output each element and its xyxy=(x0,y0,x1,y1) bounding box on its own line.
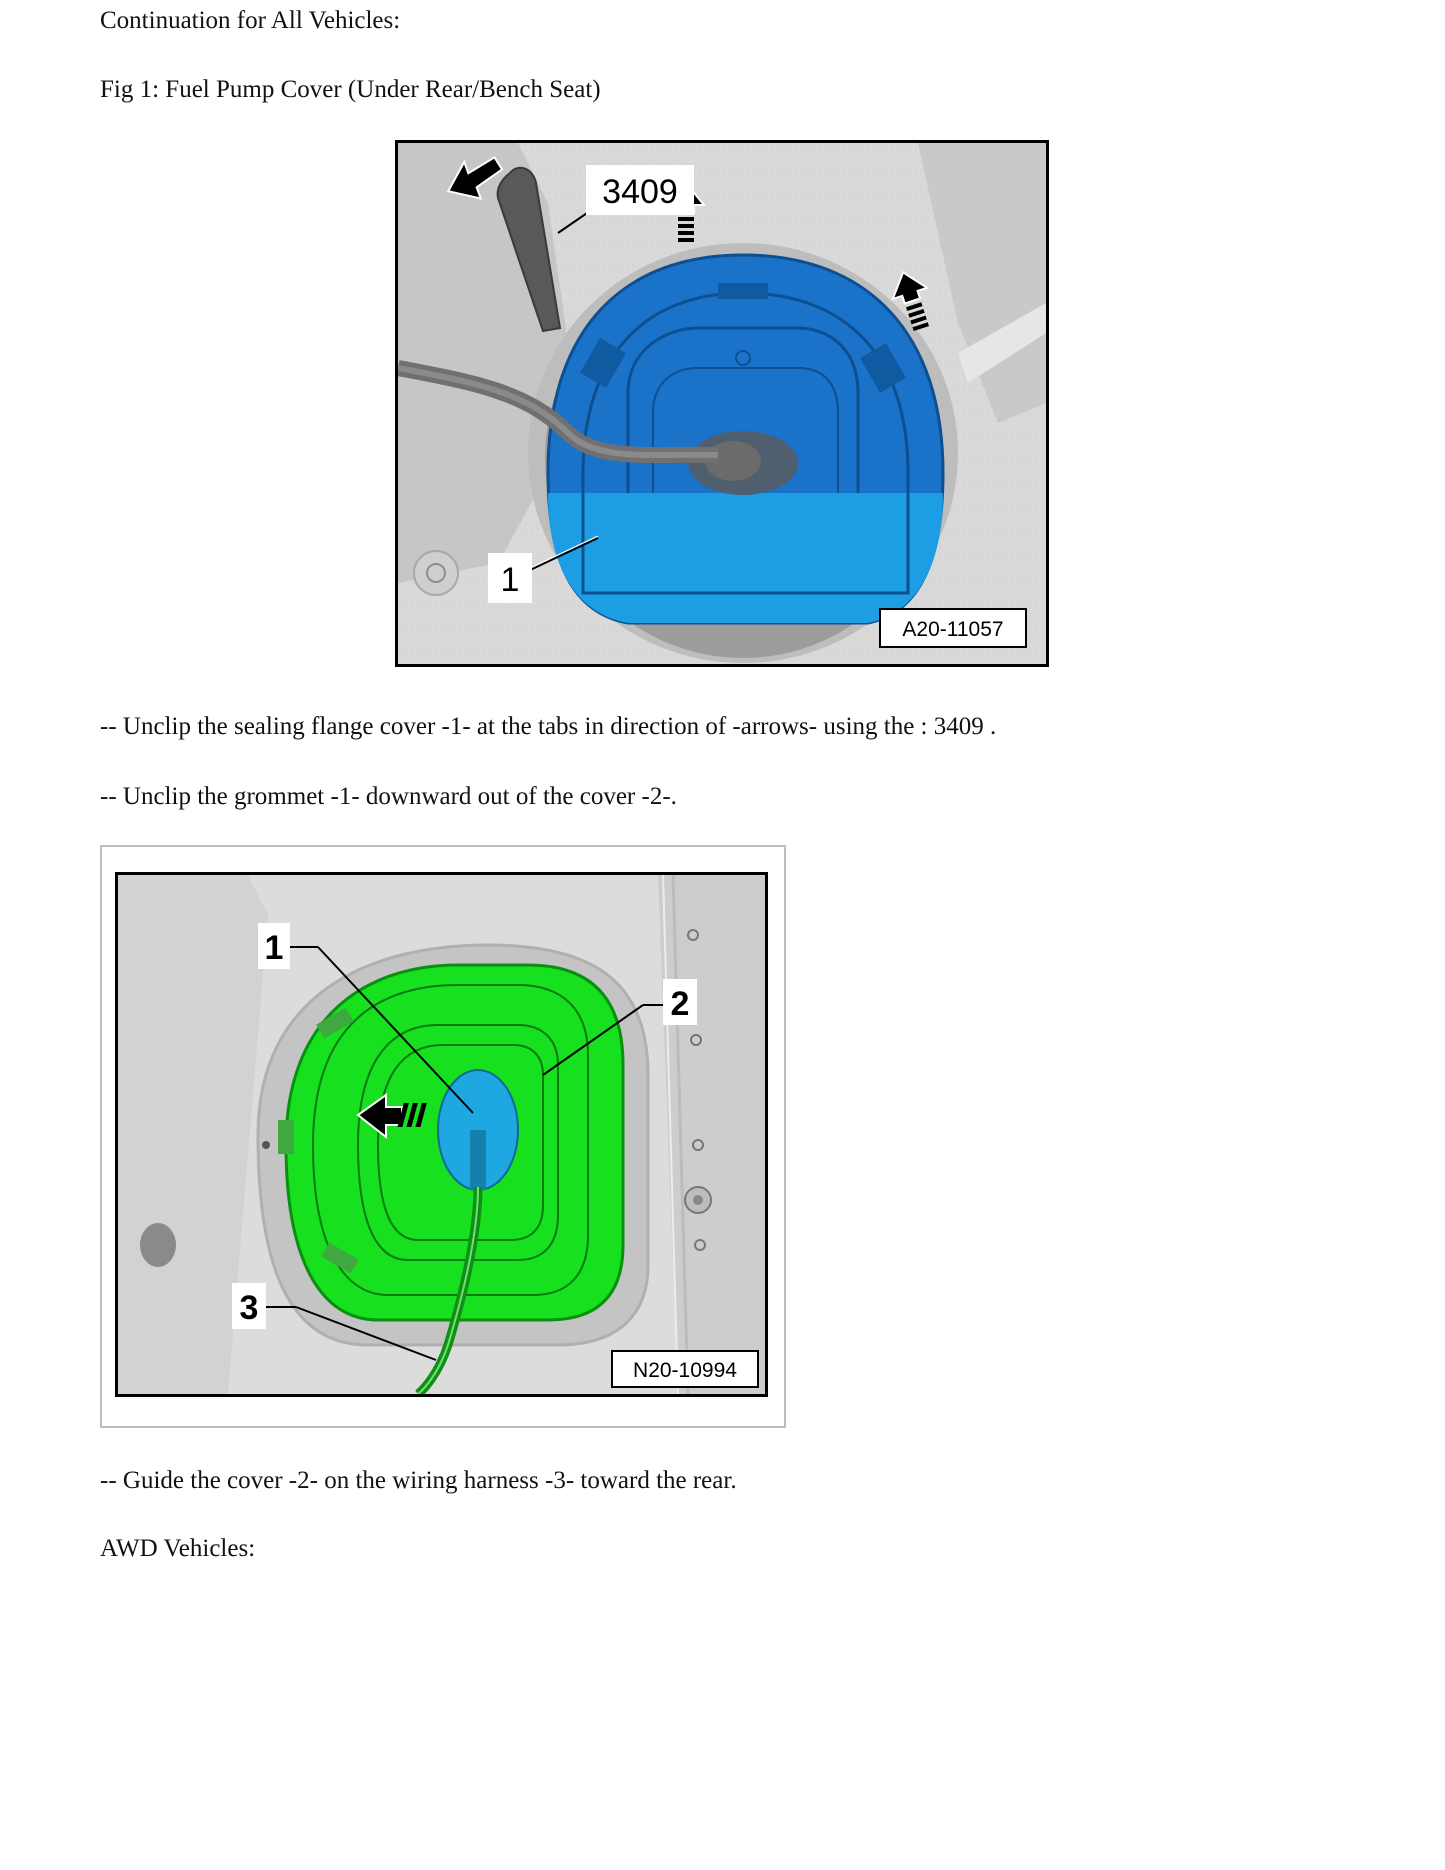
step-2: -- Unclip the grommet -1- downward out of the cover -2-. xyxy=(100,783,677,810)
step-1: -- Unclip the sealing flange cover -1- at the tabs in direction of -arrows- using the : 3409 . xyxy=(100,713,997,740)
figure-caption: Fig 1: Fuel Pump Cover (Under Rear/Bench Seat) xyxy=(100,76,601,103)
section-heading: Continuation for All Vehicles: xyxy=(100,7,401,34)
fuel-pump-cover-figure xyxy=(395,140,1049,667)
section-awd-heading: AWD Vehicles: xyxy=(100,1535,256,1562)
step-3: -- Guide the cover -2- on the wiring harness -3- toward the rear. xyxy=(100,1467,737,1494)
image-code: A20-11057 xyxy=(902,618,1004,641)
callout-part3: 3 xyxy=(239,1289,259,1327)
callout-part1: 1 xyxy=(264,929,284,967)
callout-part1: 1 xyxy=(500,561,520,599)
callout-tool: 3409 xyxy=(602,173,678,211)
image-code: N20-10994 xyxy=(633,1359,737,1382)
grommet-cover-figure xyxy=(115,872,768,1397)
callout-part2: 2 xyxy=(670,985,690,1023)
